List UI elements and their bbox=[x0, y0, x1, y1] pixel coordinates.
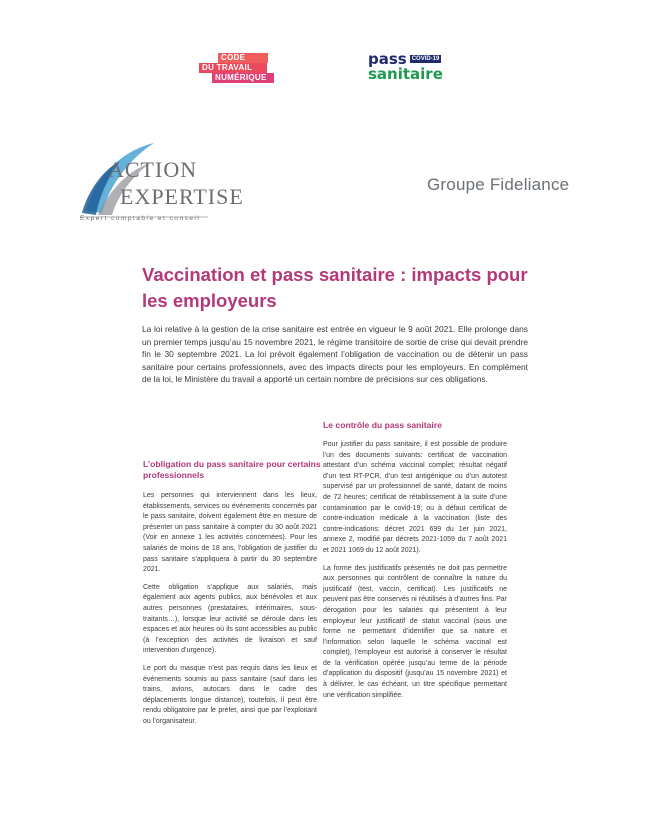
pass-sanitaire-logo bbox=[368, 52, 443, 82]
action-expertise-logo bbox=[80, 135, 244, 230]
paragraph: Le port du masque n’est pas requis dans les lieux et événements soumis au pass sanitaire (sauf dans les trains, avions, autocars dans le cadre des déplacements longue distance), toutefois, il peut être rendu obligatoire par le préfet, ainsi que par l’exploitant ou l’organisateur. bbox=[143, 664, 317, 725]
section-heading-obligation: L’obligation du pass sanitaire pour certains professionnels bbox=[143, 459, 321, 480]
logo-text-expertise: EXPERTISE bbox=[120, 184, 244, 209]
paragraph: Les personnes qui interviennent dans les lieux, établissements, services ou événements concernés par le pass sanitaire, doivent également être en mesure de présenter un pass sanitaire à compter du 30 août 2021 (Voir en annexe 1 les activités concernées). Pour les salariés de moins de 18 ans, l’obligation de justifier du pass sanitaire s’appliquera à partir du 30 septembre 2021. bbox=[143, 492, 317, 574]
groupe-fideliance-logo: Groupe Fideliance bbox=[427, 175, 570, 194]
logo-text-line: NUMÉRIQUE bbox=[212, 73, 274, 83]
code-du-travail-logo bbox=[199, 53, 269, 83]
paragraph: Cette obligation s’applique aux salariés, mais également aux agents publics, aux bénévoles et aux autres personnes (prestataires, intérimaires, sous-traitants…), lorsque leur activité se déroule dans les espaces et aux heures où ils sont accessibles au public (à l’exception des activités de livraison et sauf intervention d’urgence). bbox=[143, 583, 317, 655]
section-heading-controle: Le contrôle du pass sanitaire bbox=[323, 420, 442, 430]
document-title: Vaccination et pass sanitaire : impacts pour les employeurs bbox=[142, 264, 528, 311]
paragraph: La forme des justificatifs présentés ne doit pas permettre aux personnes qui contrôlent de connaître la nature du justificatif (test, vaccin, certificat). Les justificatifs ne peuvent pas être conservés ni réutilisés à d’autres fins. Par dérogation pour les salariés qui présentent à leur employeur leur justificatif de statut vaccinal (sous une forme ne permettant d’identifier que sa nature et l’information selon laquelle le schéma vaccinal est complet), l’employeur est autorisé à conserver le résultat de la vérification opérée jusqu’au terme de la période d’application du dispositif (jusqu’au 15 novembre 2021) et à délivrer, le cas échéant, un titre spécifique permettant une vérification simplifiée. bbox=[323, 564, 507, 699]
logo-text-line: CODE bbox=[218, 53, 268, 63]
covid-badge: COVID-19 bbox=[411, 56, 440, 62]
paragraph: Pour justifier du pass sanitaire, il est possible de produire l’un des documents suivants: certificat de vaccination attestant d’un schéma vaccinal complet; résultat négatif d’un test RT-PCR, d’un test antigénique ou d’un autotest supervisé par un professionnel de santé, datant de moins de 72 heures; certificat de rétablissement à la suite d’une contamination par le covid-19; ou à défaut certificat de contre-indication médicale à la vaccination (liste des contre-indications: décret 2021 699 du 1er juin 2021, annexe 2, modifié par décrets 2021-1059 du 7 août 2021 et 2021 1069 du 12 août 2021). bbox=[323, 441, 507, 554]
pass-word: pass bbox=[368, 50, 407, 68]
logo-text-line: DU TRAVAIL bbox=[199, 63, 267, 73]
sanitaire-word: sanitaire bbox=[368, 65, 443, 83]
left-column bbox=[143, 491, 317, 734]
right-column bbox=[323, 440, 507, 708]
intro-paragraph: La loi relative à la gestion de la crise sanitaire est entrée en vigueur le 9 août 2021. Elle prolonge dans un premier temps jusqu’au 15 novembre 2021, le régime transitoire de sortie de crise qui devait prendre fin le 30 septembre 2021. La loi prévoit également l’obligation de vaccination ou de détenir un pass sanitaire pour certains professionnels, avec des impacts directs pour les employeurs. En complément de la loi, le Ministère du travail a apporté un certain nombre de précisions sur ces obligations. bbox=[142, 324, 528, 384]
logo-tagline: Expert comptable et conseil bbox=[80, 215, 201, 222]
logo-text-action: ACTION bbox=[108, 157, 198, 182]
